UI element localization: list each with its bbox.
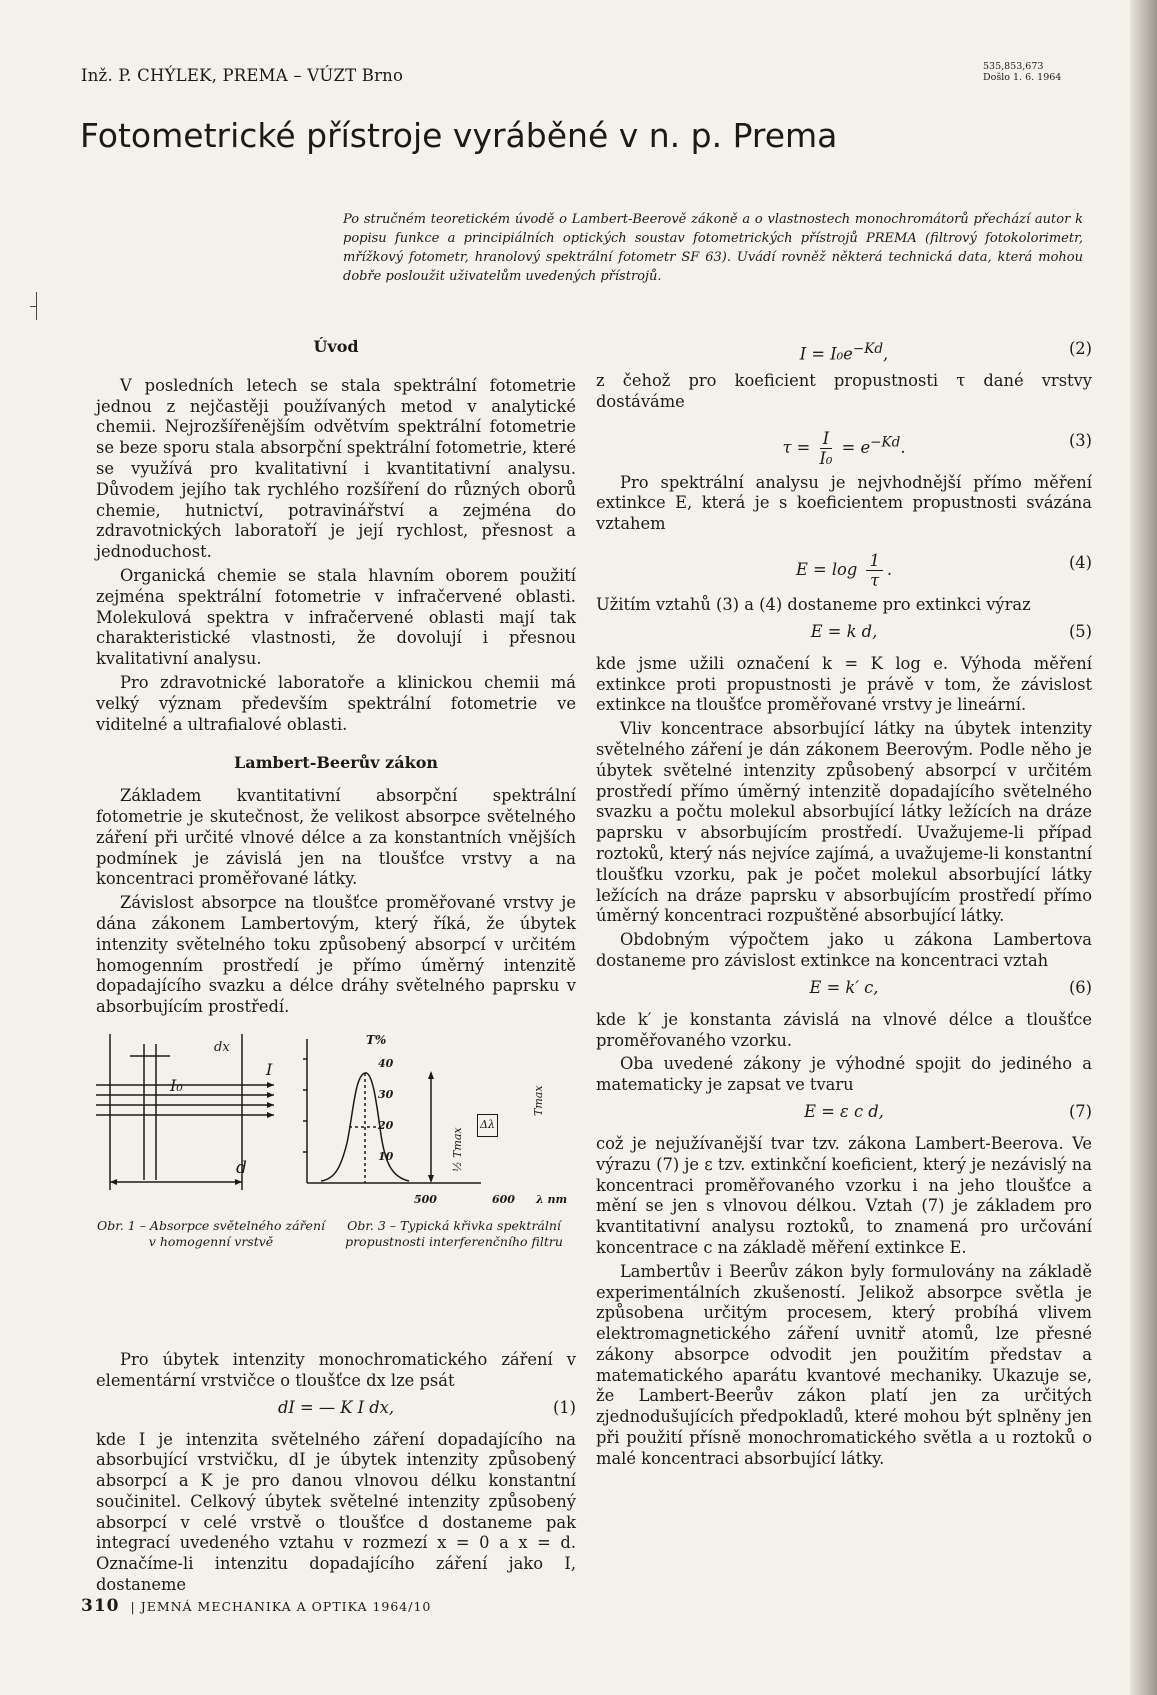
- y-tick-label: 10: [378, 1149, 394, 1163]
- equation-number: (3): [1068, 430, 1092, 450]
- author-line: Inž. P. CHÝLEK, PREMA – VÚZT Brno: [81, 66, 404, 85]
- equation-number: (7): [1068, 1101, 1092, 1121]
- paragraph: Organická chemie se stala hlavním oborem použití zejména spektrální fotometrie v infračervené oblasti. Molekulová spektra v infračervené oblasti mají tak charakteristické vlastnosti, že dovolují i přesnou kvalitativní analysu.: [96, 565, 576, 669]
- label-i: I: [266, 1059, 273, 1079]
- paragraph: Pro úbytek intenzity monochromatického záření v elementární vrstvičce o tloušťce dx lze psát: [96, 1349, 576, 1390]
- equation-6: [596, 978, 1092, 1004]
- page-footer: [81, 1596, 431, 1616]
- paragraph: což je nejužívanější tvar tzv. zákona Lambert-Beerova. Ve výrazu (7) je ε tzv. extinkční koeficient, který je nezávislý na koncentraci proměřovaného vzorku i na jeho tloušťce a mění se jen s vlnovou délkou. Vztah (7) je základem pro kvantitativní analysu roztoků, to znamená pro určování koncentrace c na základě měření extinkce E.: [596, 1133, 1092, 1257]
- equation-superscript: −Kd: [852, 341, 884, 357]
- received-date: Došlo 1. 6. 1964: [983, 72, 1062, 83]
- paragraph: Vliv koncentrace absorbující látky na úbytek intenzity světelného záření je dán zákonem Beerovým. Podle něho je úbytek světelné intenzity způsobený absorpcí v určitém prostředí přímo úměrný intenzitě dopadajícího světelného svazku a počtu molekul absorbující látky ležících na dráze paprsku v absorbujícím prostředí. Uvažujeme-li případ roztoků, který nás nejvíce zajímá, a uvažujeme-li konstantní tloušťku vzorku, pak je počet molekul absorbující látky ležících na dráze paprsku v absorbujícím prostředí přímo úměrný koncentraci rozpuštěné absorbující látky.: [596, 719, 1092, 926]
- page-edge-shadow: [1130, 0, 1157, 1695]
- paragraph: Oba uvedené zákony je výhodné spojit do jediného a matematicky je zapsat ve tvaru: [596, 1054, 1092, 1095]
- equation-number: (1): [552, 1397, 576, 1417]
- x-unit-label: λ nm: [536, 1192, 568, 1206]
- equation-expression: dI = — K I dx,: [277, 1397, 395, 1417]
- section-heading-intro: Úvod: [313, 337, 359, 356]
- fraction: [820, 429, 833, 468]
- paragraph: z čehož pro koeficient propustnosti τ dané vrstvy dostáváme: [596, 371, 1092, 411]
- equation-number: (6): [1068, 977, 1092, 997]
- arrow-head: [267, 1102, 274, 1108]
- equation-3: [596, 419, 1092, 467]
- x-tick-label: 600: [492, 1192, 515, 1206]
- figure-1-caption: Obr. 1 – Absorpce světelného záření v homogenní vrstvě: [96, 1217, 325, 1249]
- equation-punctuation: .: [886, 559, 893, 579]
- numerator: I: [820, 429, 833, 449]
- equation-expression: I = I₀e: [799, 344, 853, 364]
- y-unit-label: T%: [366, 1032, 387, 1047]
- margin-mark: [36, 292, 37, 320]
- y-tick-label: 30: [378, 1087, 394, 1101]
- equation-5: [596, 622, 1092, 648]
- footer-separator: |: [130, 1599, 136, 1614]
- paragraph: Užitím vztahů (3) a (4) dostaneme pro extinkci výraz: [596, 594, 1031, 614]
- equation-expression: E = k′ c,: [809, 977, 879, 997]
- equation-lhs: τ =: [782, 437, 811, 457]
- equation-rhs: = e: [841, 437, 871, 457]
- label-tmax: Tmax: [532, 1085, 545, 1116]
- paragraph: kde I je intenzita světelného záření dopadajícího na absorbující vrstvičku, dI je úbytek intenzity způsobený absorpcí a K je pro danou vlnovou délku konstantní součinitel. Celkový úbytek světelné intenzity způsobený absorpcí v celé vrstvě o tloušťce d dostaneme pak integrací uvedeného vztahu v rozmezí x = 0 a x = d. Označíme-li intenzitu dopadajícího záření jako I, dostaneme: [96, 1429, 576, 1595]
- paragraph: Pro zdravotnické laboratoře a klinickou chemii má velký význam především spektrální fotometrie ve viditelné a ultrafialové oblasti.: [96, 672, 576, 734]
- y-tick-label: 40: [378, 1056, 394, 1070]
- right-column: [596, 333, 1092, 1470]
- numerator: 1: [866, 551, 882, 571]
- reference-block: [983, 61, 1061, 83]
- equation-expression: E = k d,: [810, 621, 878, 641]
- paragraph: Základem kvantitativní absorpční spektrální fotometrie je skutečnost, že velikost absorpce světelného záření při určité vlnové délce a za konstantních vnějších podmínek je závislá jen na tloušťce vrstvy a na koncentraci proměřované látky.: [96, 786, 576, 889]
- equation-2: [596, 339, 1092, 365]
- equation-lhs: E = log: [795, 559, 858, 579]
- left-column: [96, 333, 576, 1596]
- denominator: I₀: [819, 448, 833, 468]
- denominator: τ: [870, 570, 880, 590]
- label-d: d: [236, 1157, 247, 1178]
- paragraph: kde jsme užili označení k = K log e. Výhoda měření extinkce proti propustnosti je právě v tom, že závislost extinkce na tloušťce proměřované vrstvy je lineární.: [596, 653, 1092, 715]
- equation-4: [596, 541, 1092, 589]
- arrow-head: [428, 1175, 434, 1183]
- arrow-head: [110, 1179, 117, 1185]
- journal-name: JEMNÁ MECHANIKA A OPTIKA 1964/10: [140, 1599, 432, 1614]
- arrow-head: [267, 1092, 274, 1098]
- label-delta-lambda: Δλ: [477, 1114, 498, 1137]
- equation-number: (5): [1068, 621, 1092, 641]
- article-title: Fotometrické přístroje vyráběné v n. p. Prema: [80, 116, 838, 155]
- label-half-tmax: ½ Tmax: [451, 1127, 464, 1172]
- y-tick-label: 20: [378, 1118, 394, 1132]
- equation-number: (4): [1068, 552, 1092, 572]
- equation-number: (2): [1068, 339, 1092, 358]
- equation-punctuation: .: [900, 437, 906, 457]
- paragraph: Závislost absorpce na tloušťce proměřované vrstvy je dána zákonem Lambertovým, který říká, že úbytek intenzity světelného toku způsobený absorpcí v určitém homogenním prostředí je přímo úměrný intenzitě dopadajícího svazku a délce dráhy světelného paprsku v absorbujícím prostředí.: [96, 893, 576, 1017]
- equation-superscript: −Kd: [870, 434, 901, 451]
- arrow-head: [235, 1179, 242, 1185]
- label-dx: dx: [214, 1039, 230, 1055]
- paragraph: Lambertův i Beerův zákon byly formulovány na základě experimentálních zkušeností. Jelikož absorpce světla je způsobena určitým procesem, který probíhá vlivem elektromagnetického záření uvnitř atomů, lze přesné zákony absorpce odvodit jen použitím představ a matematického aparátu kvantové mechaniky. Ukazuje se, že Lambert-Beerův zákon platí jen za určitých zjednodušujících předpokladů, které mohou být splněny jen při použití přísně monochromatického světla a u roztoků o malé koncentraci absorbující látky.: [596, 1261, 1092, 1468]
- equation-7: [596, 1102, 1092, 1128]
- paragraph: Pro spektrální analysu je nejvhodnější přímo měření extinkce E, která je s koeficientem propustnosti svázána vztahem: [596, 472, 1092, 534]
- equation-expression: E = ε c d,: [804, 1101, 884, 1121]
- x-tick-label: 500: [414, 1192, 437, 1206]
- figures-row: [96, 1030, 576, 1330]
- arrow-head: [428, 1071, 434, 1079]
- label-i0: I₀: [170, 1075, 183, 1095]
- udc-code: 535,853,673: [983, 61, 1044, 72]
- figure-3-caption: Obr. 3 – Typická křivka spektrální propustnosti interferenčního filtru: [345, 1217, 563, 1249]
- fraction: [866, 551, 882, 590]
- paragraph: kde k′ je konstanta závislá na vlnové délce a tloušťce proměřovaného vzorku.: [596, 1009, 1092, 1050]
- figure-1-diagram: [96, 1030, 276, 1205]
- equation-1: [96, 1398, 576, 1424]
- arrow-head: [267, 1112, 274, 1118]
- paragraph: V posledních letech se stala spektrální fotometrie jednou z nejčastěji používaných metod v analytické chemii. Nejrozšířenějším odvětvím spektrální fotometrie se beze sporu stala absorpční spektrální fotometrie, které se využívá pro kvalitativní i kvantitativní analysu. Důvodem jejího tak rychlého rozšíření do různých oborů chemie, hutnictví, potravinářství a zejména do zdravotnických laboratoří je její rychlost, přesnost a jednoduchost.: [96, 375, 576, 562]
- page-number: 310: [81, 1596, 120, 1616]
- equation-punctuation: ,: [883, 344, 889, 364]
- arrow-head: [267, 1082, 274, 1088]
- abstract: Po stručném teoretickém úvodě o Lambert-Beerově zákoně a o vlastnostech monochromátorů přechází autor k popisu funkce a principiálních optických soustav fotometrických přístrojů PREMA (filtrový fotokolorimetr, mřížkový fotometr, hranolový spektrální fotometr SF 63). Uvádí rovněž některá technická data, která mohou dobře posloužit uživatelům uvedených přístrojů.: [343, 212, 1083, 284]
- paragraph: Obdobným výpočtem jako u zákona Lambertova dostaneme pro závislost extinkce na koncentraci vztah: [596, 930, 1092, 970]
- section-heading-lambert-beer: Lambert-Beerův zákon: [233, 753, 439, 773]
